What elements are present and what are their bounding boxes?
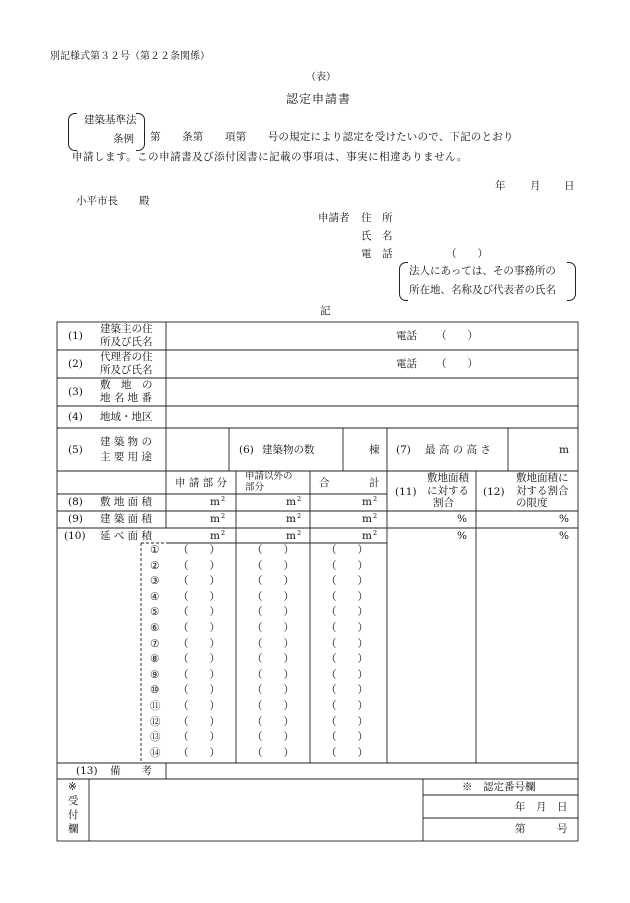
row6-number: (6) (239, 444, 254, 456)
floor-number: ⑩ (150, 684, 160, 696)
row10-limit-unit: % (559, 530, 569, 542)
cert-box-title: ※ 認定番号欄 (462, 781, 536, 793)
row2-label-line2: 所及び氏名 (100, 364, 153, 376)
row7-label: 最 高 の 高 さ (425, 444, 491, 456)
col12-header-line2: 対する割合 (516, 485, 569, 497)
floor-applied-parens: （ ） (178, 669, 220, 681)
date-day: 日 (564, 180, 575, 192)
floor-other-parens: （ ） (252, 684, 294, 696)
row9-total-unit: $m^2$ (362, 512, 378, 525)
date-month: 月 (530, 180, 541, 192)
remarks-number: (13) (76, 765, 98, 777)
addressee: 小平市長 殿 (76, 195, 150, 207)
floor-applied-parens: （ ） (178, 544, 220, 556)
floor-applied-parens: （ ） (178, 684, 220, 696)
row6-label: 建築物の数 (262, 444, 315, 456)
row9-applied-unit: $m^2$ (210, 512, 226, 525)
row9-limit-unit: % (559, 513, 569, 525)
row1-phone-label: 電話 (396, 330, 417, 342)
row3-number: (3) (68, 386, 83, 398)
row1-phone-parens: （ ） (436, 330, 478, 342)
floor-applied-parens: （ ） (178, 716, 220, 728)
floor-other-parens: （ ） (252, 622, 294, 634)
floor-number: ⑥ (150, 622, 160, 634)
row10-other-unit: $m^2$ (286, 529, 302, 542)
floor-number: ⑫ (150, 716, 161, 728)
row5-label-line1: 建 築 物 の (100, 436, 153, 448)
applicant-note-line-2: 所在地、名称及び代表者の氏名 (409, 284, 556, 296)
record-heading: 記 (320, 305, 331, 317)
floor-applied-parens: （ ） (178, 606, 220, 618)
row1-number: (1) (68, 330, 83, 342)
row9-label: 建 築 面 積 (100, 513, 153, 525)
row7-unit: m (559, 444, 569, 456)
cert-box-date: 年 月 日 (515, 801, 568, 813)
form-code: 別記様式第３２号（第２２条関係） (50, 51, 210, 62)
row8-total-unit: $m^2$ (362, 495, 378, 508)
floor-number: ⑦ (150, 638, 160, 650)
floor-number: ④ (150, 591, 160, 603)
row9-ratio-unit: % (457, 513, 467, 525)
row4-number: (4) (68, 411, 83, 423)
floor-number: ③ (150, 575, 160, 587)
row9-other-unit: $m^2$ (286, 512, 302, 525)
row2-number: (2) (68, 358, 83, 370)
floor-other-parens: （ ） (252, 638, 294, 650)
row10-label: 延 べ 面 積 (100, 530, 153, 542)
floor-applied-parens: （ ） (178, 700, 220, 712)
floor-number: ⑧ (150, 653, 160, 665)
floor-applied-parens: （ ） (178, 653, 220, 665)
row3-label-line2: 地 名 地 番 (100, 392, 153, 404)
floor-applied-parens: （ ） (178, 747, 220, 759)
row5-number: (5) (68, 444, 83, 456)
floor-total-parens: （ ） (326, 684, 368, 696)
row2-label-line1: 代理者の住 (100, 351, 153, 363)
floor-number: ⑪ (150, 700, 161, 712)
row1-label-line2: 所及び氏名 (100, 336, 153, 348)
row3-label-line1: 敷 地 の (100, 379, 153, 391)
floor-applied-parens: （ ） (178, 560, 220, 572)
row8-other-unit: $m^2$ (286, 495, 302, 508)
applicant-phone-label: 電 話 (361, 248, 393, 260)
intro-line-1: 第 条第 項第 号の規定により認定を受けたいので、下記のとおり (150, 131, 514, 143)
floor-number: ⑤ (150, 606, 160, 618)
col12-header-line3: の限度 (516, 497, 548, 509)
row10-number: (10) (64, 530, 86, 542)
row10-applied-unit: $m^2$ (210, 529, 226, 542)
floor-total-parens: （ ） (326, 606, 368, 618)
remarks-label: 備 考 (110, 765, 152, 777)
floor-number: ⑬ (150, 731, 161, 743)
floor-other-parens: （ ） (252, 716, 294, 728)
floor-total-parens: （ ） (326, 638, 368, 650)
floor-number: ⑭ (150, 747, 161, 759)
floor-other-parens: （ ） (252, 606, 294, 618)
floor-total-parens: （ ） (326, 575, 368, 587)
floor-other-parens: （ ） (252, 575, 294, 587)
page-title: 認定申請書 (286, 92, 352, 106)
floor-total-parens: （ ） (326, 653, 368, 665)
col11-header-line2: に対する (427, 485, 469, 497)
row9-number: (9) (68, 513, 83, 525)
floor-other-parens: （ ） (252, 731, 294, 743)
floor-other-parens: （ ） (252, 747, 294, 759)
reception-mark: ※ (68, 781, 77, 793)
row10-total-unit: $m^2$ (362, 529, 378, 542)
intro-line-2: 申請します。この申請書及び添付図書に記載の事項は、事実に相違ありません。 (72, 151, 468, 163)
reception-char-3: 欄 (68, 823, 79, 835)
col-other-header-line1: 申請以外の (245, 471, 293, 482)
row8-applied-unit: $m^2$ (210, 495, 226, 508)
row8-label: 敷 地 面 積 (100, 496, 153, 508)
applicant-label: 申請者 (318, 212, 350, 224)
floor-number: ⑨ (150, 669, 160, 681)
floor-other-parens: （ ） (252, 669, 294, 681)
floor-total-parens: （ ） (326, 622, 368, 634)
row7-number: (7) (396, 444, 411, 456)
reception-char-1: 受 (68, 795, 79, 807)
col-total-header-a: 合 (319, 477, 330, 489)
floor-total-parens: （ ） (326, 716, 368, 728)
col12-header-line1: 敷地面積に (516, 472, 569, 484)
row10-ratio-unit: % (457, 530, 467, 542)
floor-total-parens: （ ） (326, 544, 368, 556)
floor-total-parens: （ ） (326, 560, 368, 572)
floor-total-parens: （ ） (326, 747, 368, 759)
applicant-note-line-1: 法人にあっては、その事務所の (409, 265, 556, 277)
floor-other-parens: （ ） (252, 700, 294, 712)
row5-label-line2: 主 要 用 途 (100, 451, 153, 463)
floor-number: ① (150, 544, 160, 556)
col11-number: (11) (395, 486, 417, 498)
col-applied-header: 申 請 部 分 (175, 477, 228, 489)
row2-phone-parens: （ ） (436, 358, 478, 370)
floor-applied-parens: （ ） (178, 591, 220, 603)
row1-label-line1: 建築主の住 (100, 323, 153, 335)
applicant-phone-parens: （ ） (446, 248, 488, 260)
applicant-name-label: 氏 名 (361, 230, 393, 242)
col-total-header-b: 計 (369, 477, 380, 489)
ordinance-name: 条例 (113, 133, 134, 145)
row6-unit: 棟 (369, 444, 380, 456)
row4-label: 地域・地区 (100, 411, 153, 423)
col12-number: (12) (483, 486, 505, 498)
floor-other-parens: （ ） (252, 560, 294, 572)
cert-box-number: 第 号 (515, 823, 568, 835)
row2-phone-label: 電話 (396, 358, 417, 370)
col11-header-line1: 敷地面積 (427, 472, 469, 484)
col11-header-line3: 割合 (433, 497, 454, 509)
floor-other-parens: （ ） (252, 544, 294, 556)
date-year: 年 (495, 180, 506, 192)
floor-applied-parens: （ ） (178, 638, 220, 650)
floor-total-parens: （ ） (326, 591, 368, 603)
law-name: 建築基準法 (84, 114, 137, 126)
floor-applied-parens: （ ） (178, 622, 220, 634)
floor-other-parens: （ ） (252, 591, 294, 603)
row8-number: (8) (68, 496, 83, 508)
floor-total-parens: （ ） (326, 669, 368, 681)
floor-applied-parens: （ ） (178, 575, 220, 587)
floor-applied-parens: （ ） (178, 731, 220, 743)
applicant-address-label: 住 所 (361, 212, 393, 224)
reception-char-2: 付 (68, 809, 79, 821)
floor-number: ② (150, 560, 160, 572)
floor-total-parens: （ ） (326, 700, 368, 712)
floor-other-parens: （ ） (252, 653, 294, 665)
col-other-header-line2: 部分 (245, 482, 265, 493)
side-label: （表） (306, 72, 336, 83)
floor-total-parens: （ ） (326, 731, 368, 743)
